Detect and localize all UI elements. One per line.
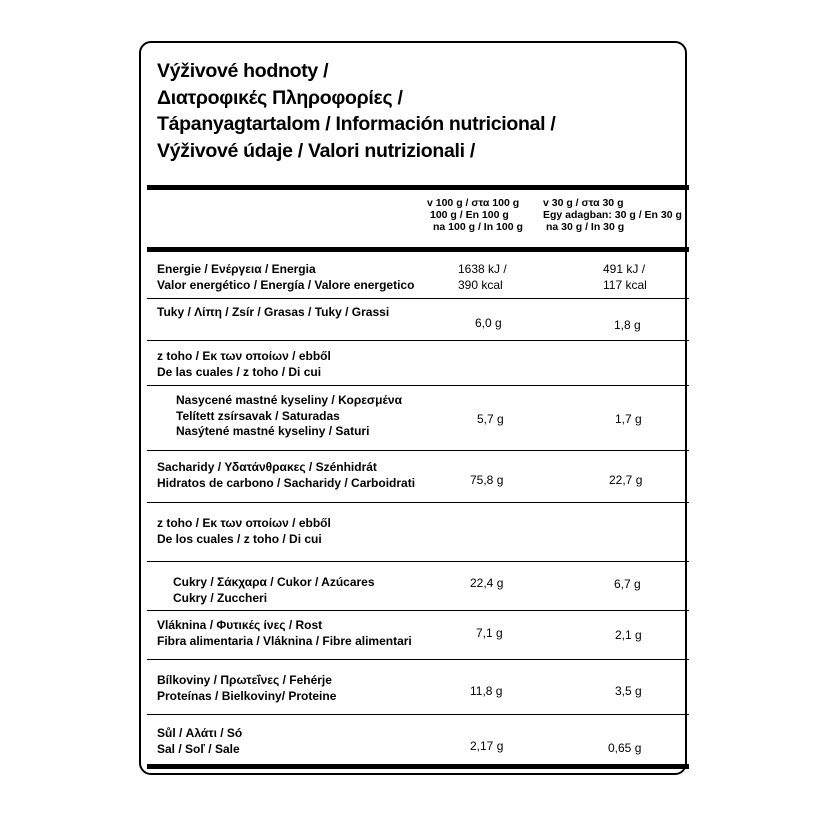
- header-line: 100 g / En 100 g: [430, 209, 509, 221]
- carbs-per-100g: 75,8 g: [470, 473, 504, 487]
- fat-label: [157, 305, 389, 321]
- row-divider: [147, 450, 689, 451]
- sugars-per-serving: 6,7 g: [614, 577, 641, 591]
- label-line: Proteínas / Bielkoviny/ Proteine: [157, 688, 337, 703]
- label-line: Cukry / Σάκχαρα / Cukor / Azúcares: [173, 575, 375, 589]
- header-divider-top: [147, 185, 689, 190]
- salt-label: [157, 726, 242, 757]
- salt-per-serving: 0,65 g: [608, 741, 642, 755]
- title-line: Διατροφικές Πληροφορίες /: [157, 86, 403, 109]
- header-line: Egy adagban: 30 g / En 30 g: [543, 209, 682, 221]
- fibre-label: [157, 618, 412, 649]
- energy-per-100g: [458, 262, 507, 293]
- row-divider: [147, 298, 689, 299]
- salt-per-100g: 2,17 g: [470, 739, 504, 753]
- label-line: Vláknina / Φυτικές ίνες / Rost: [157, 618, 323, 632]
- carbs-label: [157, 460, 415, 491]
- label-line: z toho / Εκ των οποίων / ebből: [157, 349, 331, 363]
- label-line: Nasýtené mastné kyseliny / Saturi: [176, 424, 370, 438]
- row-divider: [147, 659, 689, 660]
- label-line: De los cuales / z toho / Di cui: [157, 531, 322, 546]
- header-per-100g: [427, 197, 523, 233]
- page-title: [157, 58, 556, 164]
- saturates-label: [176, 393, 402, 440]
- label-line: Sacharidy / Υδατάνθρακες / Szénhidrát: [157, 460, 377, 474]
- row-divider: [147, 340, 689, 341]
- fibre-per-serving: 2,1 g: [615, 628, 642, 642]
- label-line: Valor energético / Energía / Valore energetico: [157, 277, 415, 292]
- title-line: Výživové hodnoty /: [157, 60, 329, 82]
- value-line: 390 kcal: [458, 277, 503, 292]
- carbs-of-which-label: [157, 516, 331, 547]
- label-line: Sůl / Αλάτι / Só: [157, 726, 243, 740]
- header-per-serving: [543, 197, 682, 233]
- header-line: v 30 g / στα 30 g: [543, 197, 624, 209]
- fat-of-which-label: [157, 349, 331, 380]
- protein-per-100g: 11,8 g: [470, 684, 503, 698]
- header-line: na 100 g / In 100 g: [433, 221, 523, 233]
- energy-label: [157, 262, 414, 293]
- protein-per-serving: 3,5 g: [615, 684, 642, 698]
- sugars-label: [173, 575, 375, 606]
- label-line: Bílkoviny / Πρωτεΐνες / Fehérje: [157, 673, 332, 687]
- saturates-per-100g: 5,7 g: [477, 412, 504, 426]
- row-divider: [147, 502, 689, 503]
- energy-per-serving: [603, 262, 647, 293]
- row-divider: [147, 561, 689, 562]
- label-line: Energie / Ενέργεια / Energia: [157, 262, 316, 276]
- value-line: 491 kJ /: [603, 262, 646, 276]
- fat-per-100g: 6,0 g: [475, 316, 502, 330]
- label-line: Telített zsírsavak / Saturadas: [176, 408, 340, 423]
- title-line: Výživové údaje / Valori nutrizionali /: [157, 139, 476, 162]
- label-line: Nasycené mastné kyseliny / Κορεσμένα: [176, 393, 402, 407]
- fat-per-serving: 1,8 g: [614, 318, 641, 332]
- value-line: 117 kcal: [603, 277, 647, 292]
- label-line: Cukry / Zuccheri: [173, 590, 268, 605]
- label-line: Sal / Soľ / Sale: [157, 741, 240, 756]
- row-divider: [147, 610, 689, 611]
- header-line: v 100 g / στα 100 g: [427, 197, 520, 209]
- label-line: Hidratos de carbono / Sacharidy / Carboidrati: [157, 475, 416, 490]
- row-divider: [147, 385, 689, 386]
- label-line: z toho / Εκ των οποίων / ebből: [157, 516, 331, 530]
- row-divider: [147, 714, 689, 715]
- carbs-per-serving: 22,7 g: [609, 473, 643, 487]
- table-divider-bottom: [147, 764, 689, 769]
- sugars-per-100g: 22,4 g: [470, 576, 504, 590]
- label-line: De las cuales / z toho / Di cui: [157, 364, 322, 379]
- saturates-per-serving: 1,7 g: [615, 412, 642, 426]
- label-line: Tuky / Λίπη / Zsír / Grasas / Tuky / Grassi: [157, 305, 390, 319]
- header-divider-bottom: [147, 247, 689, 252]
- protein-label: [157, 673, 336, 704]
- fibre-per-100g: 7,1 g: [476, 626, 503, 640]
- label-line: Fibra alimentaria / Vláknina / Fibre alimentari: [157, 633, 412, 648]
- value-line: 1638 kJ /: [458, 262, 507, 276]
- header-line: na 30 g / In 30 g: [546, 221, 625, 233]
- title-line: Tápanyagtartalom / Información nutricional /: [157, 113, 556, 135]
